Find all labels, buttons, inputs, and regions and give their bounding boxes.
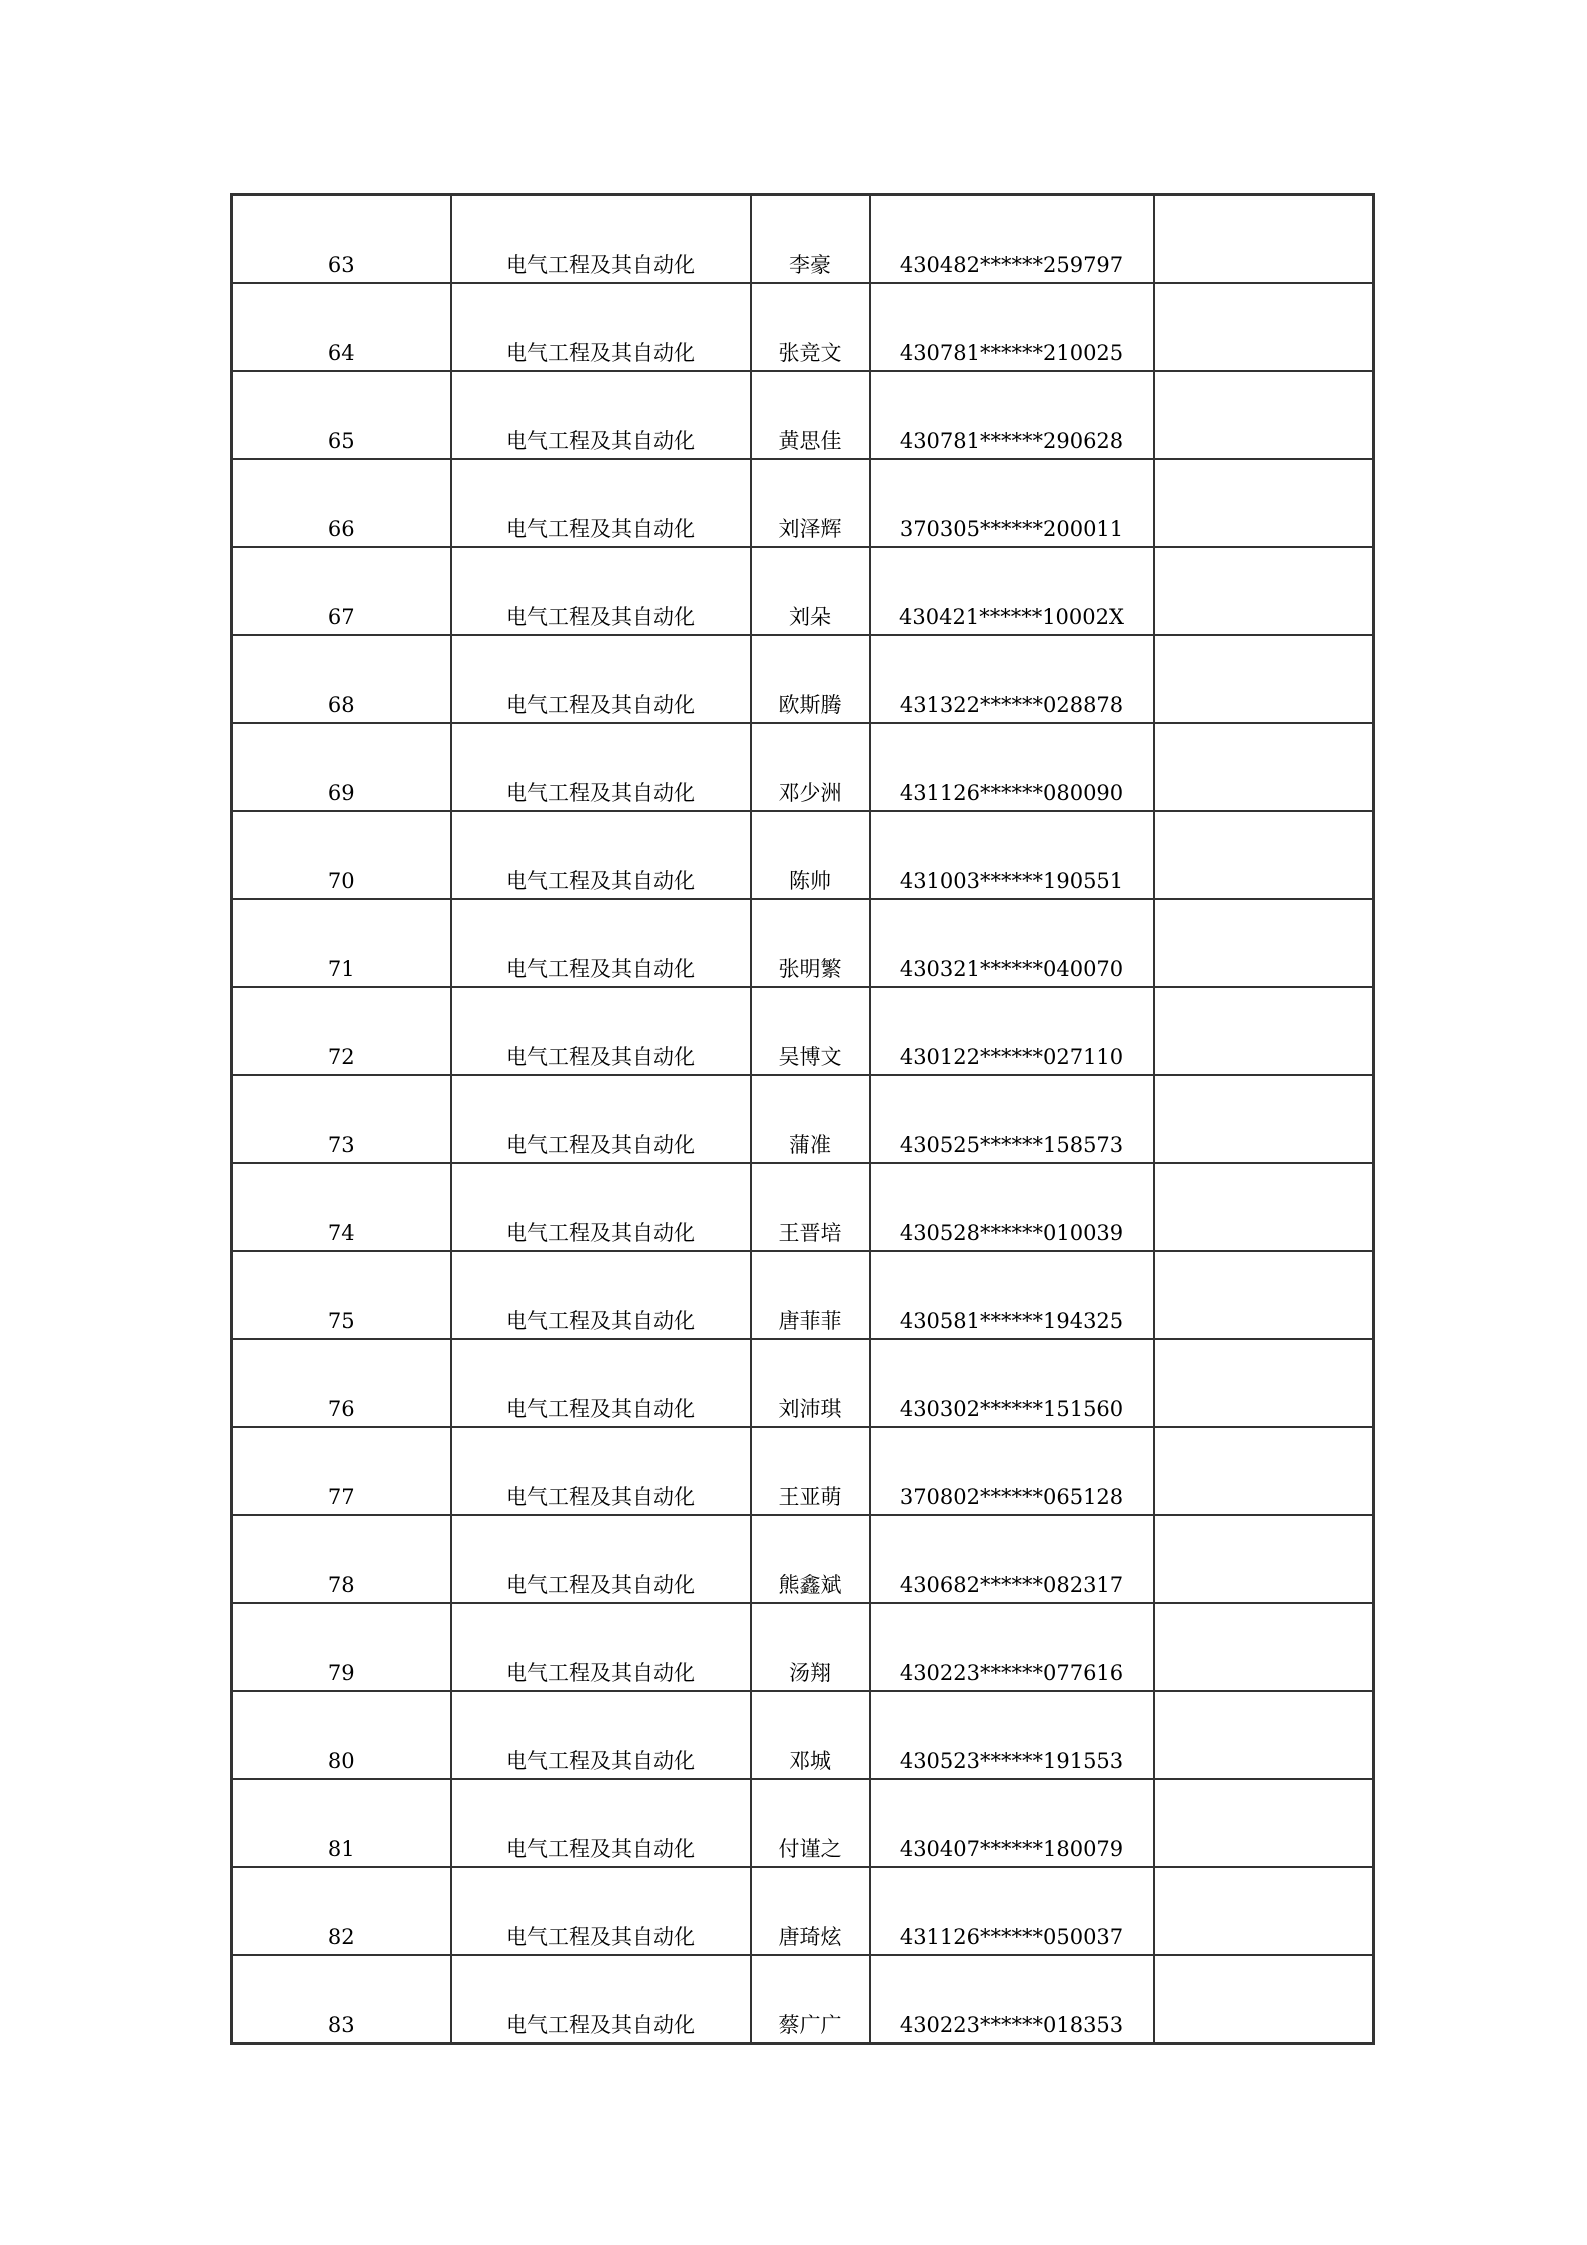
row-number-cell: 80 xyxy=(232,1691,451,1779)
id-number-cell: 430321******040070 xyxy=(870,899,1154,987)
row-number-cell: 65 xyxy=(232,371,451,459)
student-name-cell: 欧斯腾 xyxy=(751,635,870,723)
table-row xyxy=(232,1515,1374,1603)
major-cell: 电气工程及其自动化 xyxy=(451,371,751,459)
remarks-cell xyxy=(1154,1955,1374,2044)
student-name-cell: 汤翔 xyxy=(751,1603,870,1691)
id-number-cell: 430407******180079 xyxy=(870,1779,1154,1867)
student-name-cell: 蒲准 xyxy=(751,1075,870,1163)
id-number-cell: 430122******027110 xyxy=(870,987,1154,1075)
table-row xyxy=(232,1339,1374,1427)
row-number-cell: 72 xyxy=(232,987,451,1075)
remarks-cell xyxy=(1154,1867,1374,1955)
student-name-cell: 刘朵 xyxy=(751,547,870,635)
id-number-cell: 431126******050037 xyxy=(870,1867,1154,1955)
id-number-cell: 430781******290628 xyxy=(870,371,1154,459)
student-name-cell: 刘沛琪 xyxy=(751,1339,870,1427)
table-row xyxy=(232,195,1374,284)
major-cell: 电气工程及其自动化 xyxy=(451,459,751,547)
remarks-cell xyxy=(1154,723,1374,811)
student-name-cell: 唐琦炫 xyxy=(751,1867,870,1955)
remarks-cell xyxy=(1154,1075,1374,1163)
row-number-cell: 68 xyxy=(232,635,451,723)
major-cell: 电气工程及其自动化 xyxy=(451,195,751,284)
student-name-cell: 王亚萌 xyxy=(751,1427,870,1515)
id-number-cell: 430421******10002X xyxy=(870,547,1154,635)
student-name-cell: 唐菲菲 xyxy=(751,1251,870,1339)
student-name-cell: 张竞文 xyxy=(751,283,870,371)
row-number-cell: 69 xyxy=(232,723,451,811)
major-cell: 电气工程及其自动化 xyxy=(451,1075,751,1163)
remarks-cell xyxy=(1154,1691,1374,1779)
table-row xyxy=(232,1163,1374,1251)
id-number-cell: 430682******082317 xyxy=(870,1515,1154,1603)
remarks-cell xyxy=(1154,987,1374,1075)
remarks-cell xyxy=(1154,635,1374,723)
row-number-cell: 76 xyxy=(232,1339,451,1427)
row-number-cell: 77 xyxy=(232,1427,451,1515)
student-name-cell: 吴博文 xyxy=(751,987,870,1075)
major-cell: 电气工程及其自动化 xyxy=(451,1427,751,1515)
remarks-cell xyxy=(1154,811,1374,899)
table-row xyxy=(232,547,1374,635)
table-row xyxy=(232,811,1374,899)
row-number-cell: 66 xyxy=(232,459,451,547)
remarks-cell xyxy=(1154,1163,1374,1251)
table-row xyxy=(232,1075,1374,1163)
row-number-cell: 63 xyxy=(232,195,451,284)
major-cell: 电气工程及其自动化 xyxy=(451,987,751,1075)
major-cell: 电气工程及其自动化 xyxy=(451,1691,751,1779)
id-number-cell: 430781******210025 xyxy=(870,283,1154,371)
roster-table-body xyxy=(232,195,1374,2044)
remarks-cell xyxy=(1154,1427,1374,1515)
row-number-cell: 64 xyxy=(232,283,451,371)
row-number-cell: 82 xyxy=(232,1867,451,1955)
table-row xyxy=(232,1867,1374,1955)
major-cell: 电气工程及其自动化 xyxy=(451,1515,751,1603)
table-row xyxy=(232,371,1374,459)
remarks-cell xyxy=(1154,1251,1374,1339)
remarks-cell xyxy=(1154,1779,1374,1867)
student-name-cell: 邓少洲 xyxy=(751,723,870,811)
major-cell: 电气工程及其自动化 xyxy=(451,899,751,987)
row-number-cell: 78 xyxy=(232,1515,451,1603)
id-number-cell: 430523******191553 xyxy=(870,1691,1154,1779)
row-number-cell: 73 xyxy=(232,1075,451,1163)
table-row xyxy=(232,459,1374,547)
student-name-cell: 陈帅 xyxy=(751,811,870,899)
row-number-cell: 79 xyxy=(232,1603,451,1691)
remarks-cell xyxy=(1154,283,1374,371)
id-number-cell: 430223******077616 xyxy=(870,1603,1154,1691)
row-number-cell: 74 xyxy=(232,1163,451,1251)
id-number-cell: 431126******080090 xyxy=(870,723,1154,811)
table-row xyxy=(232,1691,1374,1779)
id-number-cell: 431003******190551 xyxy=(870,811,1154,899)
id-number-cell: 431322******028878 xyxy=(870,635,1154,723)
id-number-cell: 430581******194325 xyxy=(870,1251,1154,1339)
id-number-cell: 430482******259797 xyxy=(870,195,1154,284)
row-number-cell: 67 xyxy=(232,547,451,635)
table-row xyxy=(232,899,1374,987)
id-number-cell: 430528******010039 xyxy=(870,1163,1154,1251)
remarks-cell xyxy=(1154,371,1374,459)
major-cell: 电气工程及其自动化 xyxy=(451,811,751,899)
row-number-cell: 81 xyxy=(232,1779,451,1867)
row-number-cell: 70 xyxy=(232,811,451,899)
major-cell: 电气工程及其自动化 xyxy=(451,1339,751,1427)
row-number-cell: 75 xyxy=(232,1251,451,1339)
table-row xyxy=(232,1603,1374,1691)
table-row xyxy=(232,1955,1374,2044)
student-name-cell: 邓城 xyxy=(751,1691,870,1779)
remarks-cell xyxy=(1154,1339,1374,1427)
major-cell: 电气工程及其自动化 xyxy=(451,547,751,635)
remarks-cell xyxy=(1154,1603,1374,1691)
id-number-cell: 370305******200011 xyxy=(870,459,1154,547)
major-cell: 电气工程及其自动化 xyxy=(451,1867,751,1955)
table-row xyxy=(232,1251,1374,1339)
remarks-cell xyxy=(1154,899,1374,987)
student-name-cell: 黄思佳 xyxy=(751,371,870,459)
remarks-cell xyxy=(1154,195,1374,284)
major-cell: 电气工程及其自动化 xyxy=(451,1779,751,1867)
major-cell: 电气工程及其自动化 xyxy=(451,635,751,723)
id-number-cell: 430302******151560 xyxy=(870,1339,1154,1427)
student-name-cell: 蔡广广 xyxy=(751,1955,870,2044)
student-name-cell: 张明繁 xyxy=(751,899,870,987)
student-name-cell: 刘泽辉 xyxy=(751,459,870,547)
remarks-cell xyxy=(1154,547,1374,635)
id-number-cell: 370802******065128 xyxy=(870,1427,1154,1515)
major-cell: 电气工程及其自动化 xyxy=(451,1251,751,1339)
row-number-cell: 83 xyxy=(232,1955,451,2044)
major-cell: 电气工程及其自动化 xyxy=(451,283,751,371)
major-cell: 电气工程及其自动化 xyxy=(451,1955,751,2044)
student-name-cell: 熊鑫斌 xyxy=(751,1515,870,1603)
remarks-cell xyxy=(1154,459,1374,547)
table-row xyxy=(232,723,1374,811)
table-row xyxy=(232,987,1374,1075)
student-name-cell: 付谨之 xyxy=(751,1779,870,1867)
table-row xyxy=(232,283,1374,371)
table-row xyxy=(232,1779,1374,1867)
row-number-cell: 71 xyxy=(232,899,451,987)
table-row xyxy=(232,1427,1374,1515)
major-cell: 电气工程及其自动化 xyxy=(451,723,751,811)
id-number-cell: 430525******158573 xyxy=(870,1075,1154,1163)
student-name-cell: 李豪 xyxy=(751,195,870,284)
student-roster-table xyxy=(230,193,1375,2045)
remarks-cell xyxy=(1154,1515,1374,1603)
table-row xyxy=(232,635,1374,723)
student-name-cell: 王晋培 xyxy=(751,1163,870,1251)
id-number-cell: 430223******018353 xyxy=(870,1955,1154,2044)
major-cell: 电气工程及其自动化 xyxy=(451,1163,751,1251)
major-cell: 电气工程及其自动化 xyxy=(451,1603,751,1691)
